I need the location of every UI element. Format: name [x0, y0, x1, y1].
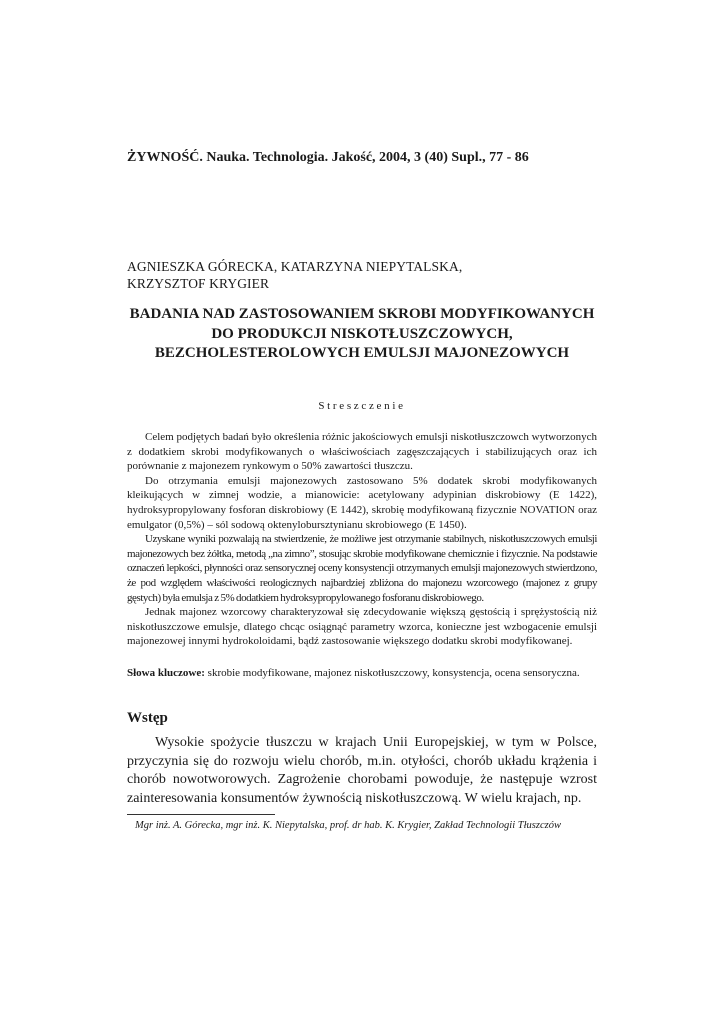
- authors-line-1: AGNIESZKA GÓRECKA, KATARZYNA NIEPYTALSKA,: [127, 259, 463, 274]
- intro-body: [127, 734, 597, 809]
- abstract-paragraph: Uzyskane wyniki pozwalają na stwierdzenie, że możliwe jest otrzymanie stabilnych, niskotłuszczowych emulsji majonezowych bez żółtka, metodą „na zimno”, stosując skrobie modyfikowane chemicznie i fizycznie. Na podstawie oznaczeń lepkości, płynności oraz sensorycznej oceny konsystencji otrzymanych emulsji majonezowych stwierdzono, że pod względem właściwości reologicznych najbardziej zbliżona do majonezu wzorcowego (majonez z grupy gęstych) była emulsja z 5% dodatkiem hydroksypropylowanego fosforanu diskrobiowego.: [127, 533, 597, 604]
- section-heading-intro: Wstęp: [127, 710, 168, 726]
- footnote-divider: [127, 814, 275, 815]
- intro-paragraph: Wysokie spożycie tłuszczu w krajach Unii Europejskiej, w tym w Polsce, przyczynia się do rozwoju wielu chorób, m.in. otyłości, chorób układu krążenia i chorób nowotworowych. Zagrożenie chorobami powoduje, że następuje wzrost zainteresowania konsumentów żywnością niskotłuszczową. W wielu krajach, np.: [127, 735, 597, 807]
- abstract-paragraph: Celem podjętych badań było określenia różnic jakościowych emulsji niskotłuszczowch wytworzonych z dodatkiem skrobi modyfikowanych o właściwościach zagęszczających i stabilizujących oraz ich porównanie z majonezem rynkowym o 50% zawartości tłuszczu.: [127, 431, 597, 473]
- journal-header: ŻYWNOŚĆ. Nauka. Technologia. Jakość, 2004, 3 (40) Supl., 77 - 86: [127, 150, 529, 165]
- authors-line-2: KRZYSZTOF KRYGIER: [127, 276, 270, 291]
- keywords-label: Słowa kluczowe:: [127, 667, 205, 679]
- title-line-2: DO PRODUKCJI NISKOTŁUSZCZOWYCH,: [211, 325, 513, 342]
- abstract-paragraph: Jednak majonez wzorcowy charakteryzował się zdecydowanie większą gęstością i sprężystością niż niskotłuszczowe emulsje, dlatego chcąc osiągnąć parametry wzorca, konieczne jest wzbogacenie emulsji majonezowej innymi hydrokoloidami, bądź zastosowanie większego dodatku skrobi modyfikowanej.: [127, 606, 597, 648]
- abstract-body: [127, 430, 597, 649]
- article-title: [116, 305, 608, 364]
- keywords-text: skrobie modyfikowane, majonez niskotłuszczowy, konsystencja, ocena sensoryczna.: [204, 667, 580, 679]
- abstract-heading: Streszczenie: [318, 400, 406, 412]
- keywords: [127, 667, 597, 679]
- author-affiliation-footnote: Mgr inż. A. Górecka, mgr inż. K. Niepytalska, prof. dr hab. K. Krygier, Zakład Technologii Tłuszczów: [135, 820, 561, 831]
- title-line-1: BADANIA NAD ZASTOSOWANIEM SKROBI MODYFIKOWANYCH: [129, 306, 595, 322]
- title-line-3: BEZCHOLESTEROLOWYCH EMULSJI MAJONEZOWYCH: [154, 345, 570, 361]
- author-list: [127, 258, 607, 292]
- abstract-paragraph: Do otrzymania emulsji majonezowych zastosowano 5% dodatek skrobi modyfikowanych kleikujących w zimnej wodzie, a mianowicie: acetylowany adypinian diskrobiowy (E 1422), hydroksypropylowany fosforan diskrobiowy (E 1442), skrobię modyfikowaną fizycznie NOVATION oraz emulgator (0,5%) – sól sodową oktenylobursztynianu skrobiowego (E 1450).: [127, 474, 597, 531]
